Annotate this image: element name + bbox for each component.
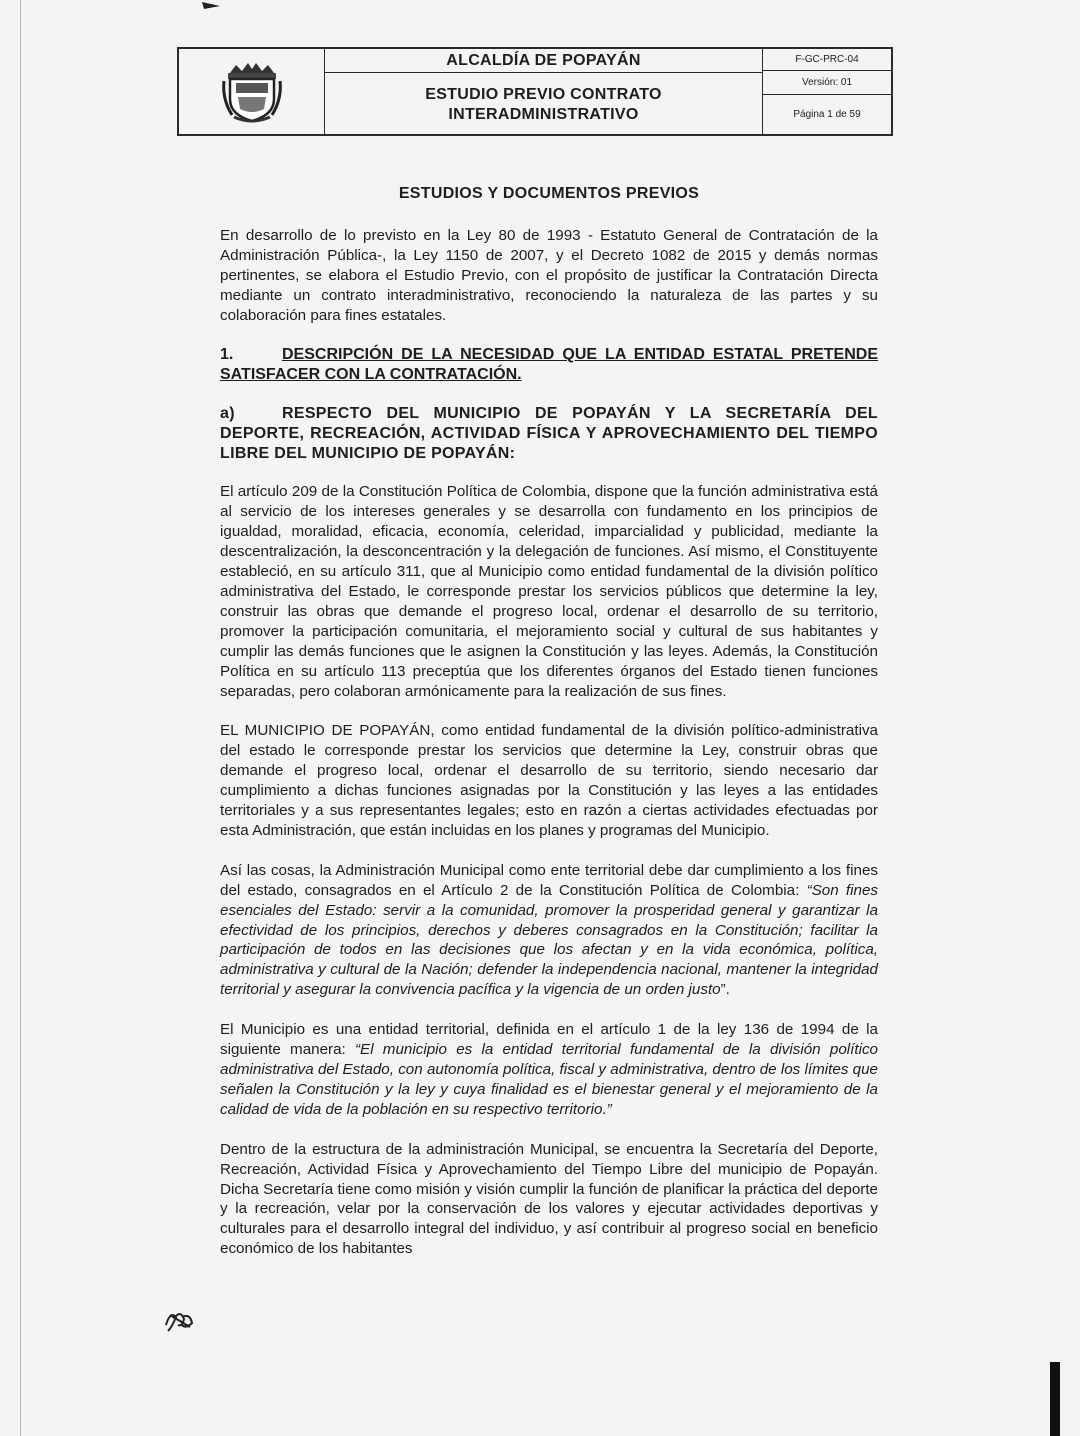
document-body <box>220 184 878 1259</box>
coat-of-arms-icon <box>220 59 284 125</box>
document-code: F-GC-PRC-04 <box>763 49 891 71</box>
section-1-heading <box>220 345 878 385</box>
header-meta-block <box>763 49 891 134</box>
page-number: Página 1 de 59 <box>793 109 861 120</box>
subsection-a-heading <box>220 404 878 464</box>
header-title-line2: INTERADMINISTRATIVO <box>448 106 639 123</box>
document-version: Versión: 01 <box>763 71 891 95</box>
paragraph-fines-estado <box>220 861 878 1000</box>
intro-paragraph: En desarrollo de lo previsto en la Ley 80 de 1993 - Estatuto General de Contratación de la Administración Pública-, la Ley 1150 de 2007, y el Decreto 1082 de 2015 y demás normas pertinentes, se elabora el Estudio Previo, con el propósito de justificar la Contratación Directa mediante un contrato interadministrativo, reconociendo la naturaleza de las partes y su colaboración para fines estatales. <box>220 226 878 324</box>
quoted-text: “Son fines esenciales del Estado: servir a la comunidad, promover la prosperidad general y garantizar la efectividad de los principios, derechos y deberes consagrados en la Constitución; facilitar la participación de todos en las decisiones que los afectan y en la vida económica, política, administrativa y cultural de la Nación; defender la independencia nacional, mantener la integridad territorial y asegurar la convivencia pacífica y la vigencia de un orden justo <box>220 881 878 999</box>
section-number: 1. <box>220 346 234 364</box>
paragraph-municipio: EL MUNICIPIO DE POPAYÁN, como entidad fundamental de la división político-administrativa del estado le corresponde prestar los servicios que determine la Ley, construir obras que demande el progreso local, ordenar el desarrollo de su territorio, siendo necesario dar cumplimiento a dichas funciones asignadas por la Constitución y las leyes a las entidades territoriales y a sus representantes legales; esto en razón a ciertas actividades efectuadas por esta Administración, que están incluidas en los planes y programas del Municipio. <box>220 722 878 839</box>
document-header <box>177 47 893 136</box>
quote-close: ”. <box>720 981 730 999</box>
staple-mark <box>200 0 224 12</box>
paragraph-secretaria: Dentro de la estructura de la administración Municipal, se encuentra la Secretaría del Deporte, Recreación, Actividad Física y Aprovechamiento del Tiempo Libre del municipio de Popayán. Dicha Secretaría tiene como misión y visión cumplir la función de planificar la práctica del deporte y la recreación, velar por la conservación de los valores y ejecutar actividades deportivas y culturales para el desarrollo integral del individuo, y así contribuir al progreso social en beneficio económico de los habitantes <box>220 1140 878 1258</box>
paragraph-text: El Municipio es una entidad territorial, definida en el artículo 1 de la ley 136 de 1994 de la siguiente manera: <box>220 1021 878 1059</box>
paragraph-article-209: El artículo 209 de la Constitución Política de Colombia, dispone que la función administrativa está al servicio de los intereses generales y se desarrolla con fundamento en los principios de igualdad, moralidad, eficacia, economía, celeridad, imparcialidad y publicidad, mediante la descentralización, la desconcentración y la delegación de funciones. Así mismo, el Constituyente estableció, en su artículo 311, que al Municipio como entidad fundamental de la división político administrativa del Estado, le corresponde prestar los servicios públicos que determine la ley, construir las obras que demande el progreso local, ordenar el desarrollo de su territorio, promover la participación comunitaria, el mejoramiento social y cultural de sus habitantes y cumplir las demás funciones que le asignen la Constitución y las leyes. Además, la Constitución Política en su artículo 113 preceptúa que los diferentes órganos del Estado tienen funciones separadas, pero colaboran armónicamente para la realización de sus fines. <box>220 483 878 700</box>
scan-edge-bar <box>1050 1362 1060 1436</box>
subsection-heading-text: RESPECTO DEL MUNICIPIO DE POPAYÁN Y LA SECRETARÍA DEL DEPORTE, RECREACIÓN, ACTIVIDAD FÍSICA Y APROVECHAMIENTO DEL TIEMPO LIBRE DEL MUNICIPIO DE POPAYÁN: <box>220 405 878 463</box>
paragraph-ley-136 <box>220 1020 878 1120</box>
page-title: ESTUDIOS Y DOCUMENTOS PREVIOS <box>398 185 700 202</box>
page-edge <box>20 0 21 1436</box>
header-document-title <box>325 73 762 125</box>
initials-signature <box>162 1305 196 1335</box>
paragraph-text: Así las cosas, la Administración Municipal como ente territorial debe dar cumplimiento a los fines del estado, consagrados en el Artículo 2 de la Constitución Política de Colombia: <box>220 861 878 899</box>
header-title-line1: ESTUDIO PREVIO CONTRATO <box>425 86 662 103</box>
municipal-coat-of-arms <box>179 49 325 134</box>
quoted-text: “El municipio es la entidad territorial fundamental de la división político administrativa del Estado, con autonomía política, fiscal y administrativa, dentro de los límites que señalen la Constitución y la ley y cuya finalidad es el bienestar general y el mejoramiento de la calidad de vida de la población en su respectivo territorio.” <box>220 1041 878 1118</box>
section-heading-text: DESCRIPCIÓN DE LA NECESIDAD QUE LA ENTIDAD ESTATAL PRETENDE SATISFACER CON LA CONTRATACIÓN. <box>220 346 878 384</box>
header-title-block <box>325 49 763 134</box>
subsection-number: a) <box>220 405 235 423</box>
entity-name: ALCALDÍA DE POPAYÁN <box>325 49 762 73</box>
